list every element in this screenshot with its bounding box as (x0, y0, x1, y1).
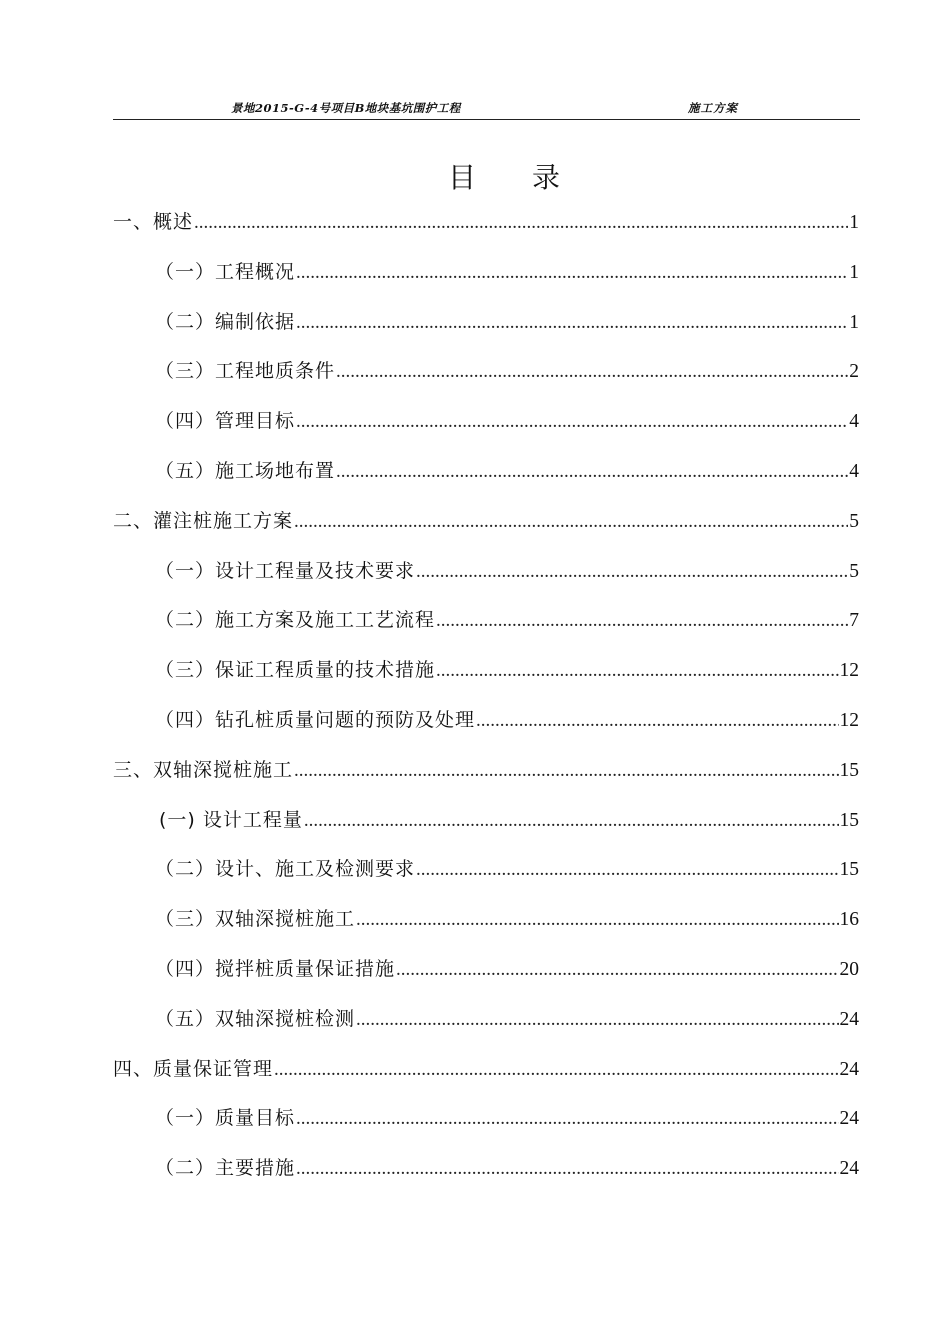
toc-entry[interactable] (155, 954, 859, 984)
toc-entry-page-number: 2 (849, 361, 859, 383)
toc-entry-label: （三）双轴深搅桩施工 (155, 908, 356, 931)
toc-entry[interactable] (155, 307, 859, 337)
toc-entry-label: （二）主要措施 (155, 1157, 296, 1180)
toc-entry-page-number: 24 (839, 1158, 859, 1180)
toc-entry[interactable] (155, 655, 859, 685)
toc-entry-page-number: 15 (839, 759, 859, 781)
toc-entry-page-number: 12 (839, 660, 859, 682)
toc-dot-leader (436, 606, 848, 636)
toc-entry-label: （一）质量目标 (155, 1107, 296, 1130)
toc-entry[interactable] (155, 406, 859, 436)
toc-entry[interactable] (113, 207, 859, 237)
toc-entry-page-number: 1 (849, 261, 859, 283)
toc-entry-page-number: 15 (839, 809, 859, 831)
toc-dot-leader (296, 407, 848, 437)
toc-entry[interactable] (159, 805, 859, 835)
toc-dot-leader (336, 457, 848, 487)
toc-entry-label: 二、灌注桩施工方案 (113, 509, 294, 532)
toc-dot-leader (194, 208, 848, 238)
toc-entry-label: （一）工程概况 (155, 260, 296, 283)
toc-dot-leader (294, 507, 848, 537)
toc-dot-leader (296, 308, 848, 338)
toc-dot-leader (336, 357, 848, 387)
toc-dot-leader (416, 557, 848, 587)
toc-entry-page-number: 16 (839, 909, 859, 931)
toc-entry-label: （四）管理目标 (155, 410, 296, 433)
toc-entry[interactable] (155, 257, 859, 287)
toc-entry-page-number: 7 (849, 610, 859, 632)
toc-entry-label: （一）设计工程量及技术要求 (155, 559, 416, 582)
toc-entry[interactable] (155, 1103, 859, 1133)
toc-entry-page-number: 1 (849, 311, 859, 333)
toc-entry-label: （五）双轴深搅桩检测 (155, 1007, 356, 1030)
toc-entry-label: （四）钻孔桩质量问题的预防及处理 (155, 709, 476, 731)
toc-entry-page-number: 24 (839, 1008, 859, 1030)
toc-entry-label: （二）编制依据 (155, 310, 296, 333)
toc-entry-label: 四、质量保证管理 (113, 1057, 274, 1080)
toc-entry-page-number: 4 (849, 411, 859, 433)
toc-entry-page-number: 5 (849, 560, 859, 582)
toc-entry-label: （二）施工方案及施工工艺流程 (155, 609, 436, 632)
toc-entry-page-number: 15 (839, 859, 859, 881)
toc-entry[interactable] (155, 356, 859, 386)
toc-dot-leader (476, 706, 838, 736)
toc-entry-page-number: 20 (839, 959, 859, 980)
toc-entry-page-number: 24 (839, 1108, 859, 1130)
toc-entry-page-number: 1 (849, 212, 859, 233)
toc-entry[interactable] (155, 456, 859, 486)
header-document-type: 施工方案 (688, 101, 738, 115)
toc-dot-leader (416, 855, 838, 885)
toc-entry[interactable] (155, 854, 859, 884)
toc-dot-leader (296, 258, 848, 288)
toc-entry-label: （四）搅拌桩质量保证措施 (155, 958, 396, 980)
toc-entry[interactable] (155, 1153, 859, 1183)
toc-entry[interactable] (155, 605, 859, 635)
toc-entry-page-number: 4 (849, 461, 859, 482)
toc-entry-label: （五）施工场地布置 (155, 460, 336, 482)
toc-dot-leader (436, 656, 838, 686)
toc-entry-page-number: 12 (839, 710, 859, 731)
toc-entry[interactable] (155, 556, 859, 586)
toc-title: 目录 (447, 161, 616, 194)
toc-entry-label: 一、概述 (113, 211, 194, 233)
toc-dot-leader (296, 1154, 838, 1184)
toc-entry[interactable] (113, 506, 859, 536)
toc-entry[interactable] (155, 705, 859, 735)
toc-entry-page-number: 5 (849, 510, 859, 532)
toc-entry-label: (一) 设计工程量 (159, 808, 303, 831)
toc-entry[interactable] (155, 904, 859, 934)
toc-dot-leader (396, 955, 838, 985)
toc-entry[interactable] (113, 755, 859, 785)
toc-dot-leader (296, 1104, 838, 1134)
header-project-name: 景地2015-G-4号项目B地块基坑围护工程 (231, 101, 461, 115)
toc-entry[interactable] (113, 1054, 859, 1084)
toc-dot-leader (356, 1005, 838, 1035)
toc-dot-leader (294, 756, 838, 786)
toc-entry[interactable] (155, 1004, 859, 1034)
toc-dot-leader (274, 1055, 838, 1085)
toc-entry-label: （三）保证工程质量的技术措施 (155, 659, 436, 682)
toc-dot-leader (304, 806, 839, 836)
toc-entry-label: 三、双轴深搅桩施工 (113, 758, 294, 781)
toc-entry-label: （三）工程地质条件 (155, 360, 336, 383)
toc-dot-leader (356, 905, 838, 935)
toc-entry-page-number: 24 (839, 1058, 859, 1080)
toc-entry-label: （二）设计、施工及检测要求 (155, 858, 416, 881)
